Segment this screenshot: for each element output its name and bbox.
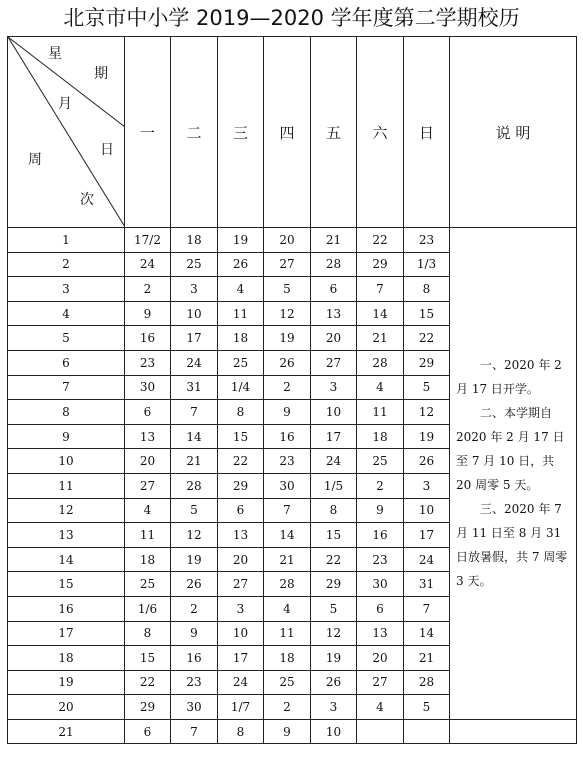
corner-label-zhou: 周 — [28, 152, 42, 168]
day-cell: 26 — [311, 670, 357, 695]
day-cell: 1/7 — [218, 695, 264, 720]
day-cell: 15 — [404, 301, 450, 326]
corner-label-xing: 星 — [48, 46, 62, 62]
day-cell: 15 — [311, 523, 357, 548]
day-cell: 22 — [357, 228, 404, 253]
weekday-header: 四 — [264, 37, 311, 228]
week-number: 6 — [8, 350, 125, 375]
day-cell: 21 — [404, 646, 450, 671]
day-cell: 23 — [357, 547, 404, 572]
day-cell: 29 — [218, 473, 264, 498]
weekday-header: 二 — [171, 37, 218, 228]
day-cell: 24 — [404, 547, 450, 572]
day-cell: 27 — [218, 572, 264, 597]
notes-cell — [450, 228, 577, 720]
day-cell: 19 — [264, 326, 311, 351]
day-cell: 26 — [404, 449, 450, 474]
week-number: 2 — [8, 252, 125, 277]
day-cell: 7 — [264, 498, 311, 523]
day-cell: 24 — [311, 449, 357, 474]
day-cell: 13 — [311, 301, 357, 326]
day-cell: 29 — [357, 252, 404, 277]
week-number: 20 — [8, 695, 125, 720]
day-cell: 9 — [171, 621, 218, 646]
week-row — [8, 719, 577, 744]
header-row — [8, 37, 577, 228]
day-cell: 23 — [171, 670, 218, 695]
note-paragraph: 三、2020 年 7 月 11 日至 8 月 31 日放暑假，共 7 周零 3 天。 — [456, 502, 568, 589]
corner-label-ci: 次 — [80, 192, 94, 208]
page-title: 北京市中小学 2019—2020 学年度第二学期校历 — [63, 6, 520, 30]
day-cell: 16 — [171, 646, 218, 671]
day-cell: 16 — [357, 523, 404, 548]
day-cell: 8 — [218, 400, 264, 425]
week-number: 3 — [8, 277, 125, 302]
day-cell: 2 — [264, 375, 311, 400]
day-cell: 3 — [171, 277, 218, 302]
weekday-header: 日 — [404, 37, 450, 228]
day-cell: 9 — [264, 719, 311, 744]
day-cell: 23 — [125, 350, 171, 375]
day-cell: 30 — [171, 695, 218, 720]
day-cell: 27 — [264, 252, 311, 277]
note-paragraph: 一、2020 年 2 月 17 日开学。 — [456, 358, 562, 397]
day-cell: 6 — [311, 277, 357, 302]
day-cell — [357, 719, 404, 744]
day-cell: 17 — [311, 424, 357, 449]
day-cell: 3 — [404, 473, 450, 498]
day-cell: 27 — [311, 350, 357, 375]
day-cell: 7 — [171, 400, 218, 425]
day-cell: 17 — [218, 646, 264, 671]
day-cell: 28 — [171, 473, 218, 498]
week-number: 9 — [8, 424, 125, 449]
day-cell: 16 — [264, 424, 311, 449]
day-cell: 14 — [171, 424, 218, 449]
day-cell: 22 — [404, 326, 450, 351]
day-cell: 28 — [264, 572, 311, 597]
day-cell: 18 — [218, 326, 264, 351]
day-cell: 17 — [171, 326, 218, 351]
day-cell: 10 — [311, 400, 357, 425]
school-calendar-table — [7, 36, 577, 744]
weekday-header: 一 — [125, 37, 171, 228]
day-cell: 11 — [218, 301, 264, 326]
day-cell: 26 — [171, 572, 218, 597]
day-cell: 10 — [404, 498, 450, 523]
day-cell: 15 — [218, 424, 264, 449]
week-number: 11 — [8, 473, 125, 498]
notes-empty-cell — [450, 719, 577, 744]
day-cell: 10 — [218, 621, 264, 646]
day-cell: 24 — [125, 252, 171, 277]
day-cell: 25 — [357, 449, 404, 474]
week-number: 7 — [8, 375, 125, 400]
week-number: 19 — [8, 670, 125, 695]
day-cell: 5 — [404, 695, 450, 720]
week-number: 12 — [8, 498, 125, 523]
day-cell: 3 — [311, 695, 357, 720]
week-number: 5 — [8, 326, 125, 351]
week-number: 8 — [8, 400, 125, 425]
day-cell: 27 — [125, 473, 171, 498]
weekday-header: 五 — [311, 37, 357, 228]
day-cell: 21 — [311, 228, 357, 253]
notes-header: 说 明 — [450, 37, 577, 228]
day-cell: 29 — [125, 695, 171, 720]
day-cell: 9 — [125, 301, 171, 326]
day-cell: 17/2 — [125, 228, 171, 253]
week-number: 17 — [8, 621, 125, 646]
day-cell: 3 — [218, 596, 264, 621]
day-cell: 25 — [264, 670, 311, 695]
day-cell: 23 — [404, 228, 450, 253]
week-number: 15 — [8, 572, 125, 597]
day-cell: 10 — [171, 301, 218, 326]
day-cell: 4 — [218, 277, 264, 302]
day-cell: 5 — [264, 277, 311, 302]
day-cell: 7 — [171, 719, 218, 744]
day-cell: 6 — [125, 719, 171, 744]
day-cell: 31 — [171, 375, 218, 400]
day-cell: 20 — [311, 326, 357, 351]
week-number: 10 — [8, 449, 125, 474]
day-cell: 12 — [311, 621, 357, 646]
day-cell: 22 — [311, 547, 357, 572]
day-cell: 12 — [404, 400, 450, 425]
day-cell: 19 — [218, 228, 264, 253]
day-cell: 30 — [357, 572, 404, 597]
day-cell: 5 — [311, 596, 357, 621]
day-cell: 28 — [311, 252, 357, 277]
day-cell: 2 — [357, 473, 404, 498]
day-cell: 6 — [357, 596, 404, 621]
day-cell: 1/4 — [218, 375, 264, 400]
day-cell: 25 — [125, 572, 171, 597]
corner-header-cell — [8, 37, 125, 228]
day-cell: 29 — [311, 572, 357, 597]
day-cell: 8 — [404, 277, 450, 302]
day-cell: 4 — [357, 375, 404, 400]
week-number: 21 — [8, 719, 125, 744]
day-cell: 1/3 — [404, 252, 450, 277]
day-cell: 4 — [125, 498, 171, 523]
day-cell: 7 — [357, 277, 404, 302]
day-cell: 21 — [264, 547, 311, 572]
day-cell: 19 — [404, 424, 450, 449]
day-cell: 13 — [218, 523, 264, 548]
day-cell: 18 — [357, 424, 404, 449]
day-cell: 1/5 — [311, 473, 357, 498]
day-cell: 5 — [404, 375, 450, 400]
day-cell: 24 — [171, 350, 218, 375]
day-cell: 26 — [264, 350, 311, 375]
day-cell: 31 — [404, 572, 450, 597]
day-cell: 22 — [125, 670, 171, 695]
day-cell: 4 — [357, 695, 404, 720]
day-cell: 20 — [264, 228, 311, 253]
day-cell: 25 — [171, 252, 218, 277]
weekday-header: 六 — [357, 37, 404, 228]
day-cell: 2 — [264, 695, 311, 720]
day-cell: 21 — [171, 449, 218, 474]
day-cell: 8 — [311, 498, 357, 523]
week-number: 4 — [8, 301, 125, 326]
day-cell: 2 — [171, 596, 218, 621]
day-cell: 3 — [311, 375, 357, 400]
day-cell: 11 — [125, 523, 171, 548]
day-cell: 20 — [218, 547, 264, 572]
day-cell: 12 — [171, 523, 218, 548]
day-cell: 8 — [218, 719, 264, 744]
day-cell: 20 — [125, 449, 171, 474]
day-cell: 15 — [125, 646, 171, 671]
day-cell: 25 — [218, 350, 264, 375]
day-cell: 19 — [311, 646, 357, 671]
day-cell: 18 — [125, 547, 171, 572]
day-cell: 13 — [357, 621, 404, 646]
day-cell: 28 — [357, 350, 404, 375]
day-cell: 16 — [125, 326, 171, 351]
day-cell: 9 — [357, 498, 404, 523]
week-number: 16 — [8, 596, 125, 621]
day-cell: 8 — [125, 621, 171, 646]
day-cell: 19 — [171, 547, 218, 572]
day-cell: 10 — [311, 719, 357, 744]
corner-label-yue: 月 — [58, 96, 72, 112]
weekday-header: 三 — [218, 37, 264, 228]
day-cell: 14 — [264, 523, 311, 548]
day-cell: 7 — [404, 596, 450, 621]
day-cell: 14 — [357, 301, 404, 326]
day-cell: 11 — [357, 400, 404, 425]
corner-label-ri: 日 — [100, 142, 114, 158]
day-cell — [404, 719, 450, 744]
day-cell: 5 — [171, 498, 218, 523]
day-cell: 22 — [218, 449, 264, 474]
day-cell: 27 — [357, 670, 404, 695]
day-cell: 6 — [125, 400, 171, 425]
day-cell: 1/6 — [125, 596, 171, 621]
day-cell: 13 — [125, 424, 171, 449]
day-cell: 26 — [218, 252, 264, 277]
day-cell: 12 — [264, 301, 311, 326]
note-paragraph: 二、本学期自 2020 年 2 月 17 日至 7 月 10 日，共 20 周零 5 天。 — [456, 406, 565, 493]
day-cell: 9 — [264, 400, 311, 425]
day-cell: 14 — [404, 621, 450, 646]
day-cell: 21 — [357, 326, 404, 351]
day-cell: 30 — [264, 473, 311, 498]
week-number: 1 — [8, 228, 125, 253]
week-number: 14 — [8, 547, 125, 572]
day-cell: 29 — [404, 350, 450, 375]
day-cell: 18 — [171, 228, 218, 253]
day-cell: 17 — [404, 523, 450, 548]
day-cell: 11 — [264, 621, 311, 646]
day-cell: 20 — [357, 646, 404, 671]
week-number: 18 — [8, 646, 125, 671]
day-cell: 24 — [218, 670, 264, 695]
day-cell: 18 — [264, 646, 311, 671]
day-cell: 2 — [125, 277, 171, 302]
day-cell: 6 — [218, 498, 264, 523]
day-cell: 30 — [125, 375, 171, 400]
week-number: 13 — [8, 523, 125, 548]
day-cell: 4 — [264, 596, 311, 621]
corner-label-qi: 期 — [94, 66, 108, 82]
day-cell: 23 — [264, 449, 311, 474]
week-row — [8, 228, 577, 253]
day-cell: 28 — [404, 670, 450, 695]
